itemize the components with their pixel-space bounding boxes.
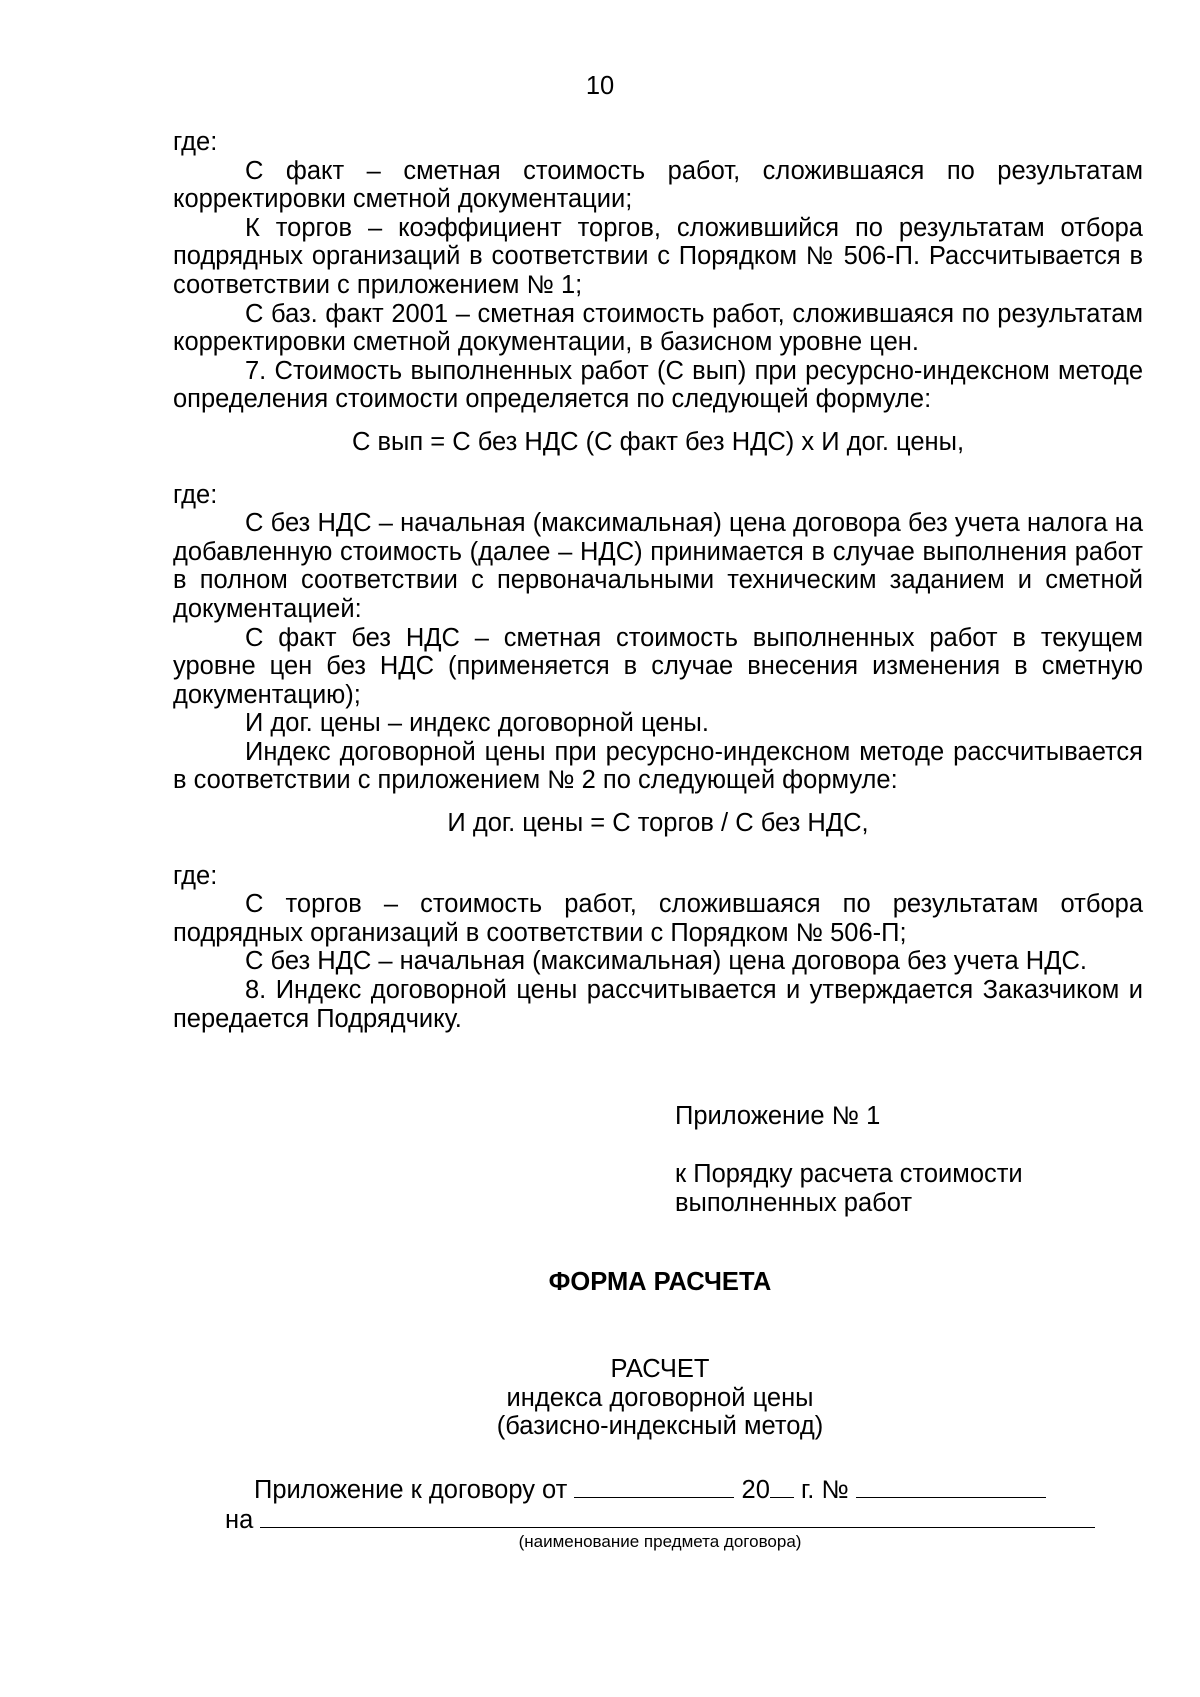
- calc-subtitle: индекса договорной цены: [506, 1383, 814, 1412]
- definition-c-bez-nds-2: С без НДС – начальная (максимальная) цена договора без учета НДС.: [245, 947, 1087, 976]
- contract-number-field[interactable]: [856, 1473, 1046, 1498]
- calculation-heading: [0, 1355, 1200, 1441]
- appendix-line: к Порядку расчета стоимости: [675, 1160, 1023, 1188]
- contract-prefix: Приложение к договору от: [254, 1476, 568, 1504]
- contract-line: [254, 1473, 1046, 1505]
- formula-i-dog: И дог. цены = С торгов / С без НДС,: [447, 809, 869, 838]
- contract-subject-field[interactable]: [260, 1503, 1095, 1528]
- number-label: г. №: [801, 1476, 849, 1504]
- appendix-reference: [675, 1160, 1155, 1217]
- definition-c-fact-bez-nds: С факт без НДС – сметная стоимость выполненных работ в текущем уровне цен без НДС (применяется в случае внесения изменения в сметную документацию);: [173, 623, 1143, 709]
- form-title: ФОРМА РАСЧЕТА: [548, 1268, 772, 1296]
- definition-i-dog: И дог. цены – индекс договорной цены.: [245, 709, 709, 738]
- year-prefix: 20: [741, 1476, 770, 1504]
- calc-method: (базисно-индексный метод): [496, 1412, 824, 1441]
- where-label: где:: [173, 480, 218, 509]
- clause-8: 8. Индекс договорной цены рассчитывается и утверждается Заказчиком и передается Подрядчику.: [173, 976, 1143, 1033]
- na-label: на: [225, 1506, 254, 1534]
- year-field[interactable]: [770, 1473, 794, 1498]
- where-label: где:: [173, 861, 218, 890]
- calc-title: РАСЧЕТ: [610, 1355, 710, 1383]
- definition-c-torgov: С торгов – стоимость работ, сложившаяся по результатам отбора подрядных организаций в соответствии с Порядком № 506-П;: [173, 890, 1143, 947]
- formula-c-vyp: С вып = С без НДС (С факт без НДС) х И дог. цены,: [351, 427, 965, 456]
- document-body: [173, 128, 1143, 1033]
- definition-c-baz-fact: С баз. факт 2001 – сметная стоимость работ, сложившаяся по результатам корректировки сметной документации, в базисном уровне цен.: [173, 299, 1143, 357]
- appendix-line: выполненных работ: [675, 1188, 913, 1217]
- page-number: 10: [585, 72, 615, 100]
- definition-k-torgov: К торгов – коэффициент торгов, сложившийся по результатам отбора подрядных организаций в соответствии с Порядком № 506-П. Рассчитывается в соответствии с приложением № 1;: [173, 213, 1143, 299]
- definition-c-fact: С факт – сметная стоимость работ, сложившаяся по результатам корректировки сметной документации;: [173, 156, 1143, 214]
- definition-c-bez-nds: С без НДС – начальная (максимальная) цена договора без учета налога на добавленную стоимость (далее – НДС) принимается в случае выполнения работ в полном соответствии с первоначальными техническим заданием и сметной документацией:: [173, 509, 1143, 623]
- subject-line: [225, 1503, 1095, 1535]
- appendix-title: Приложение № 1: [675, 1102, 881, 1130]
- subject-caption: (наименование предмета договора): [518, 1532, 802, 1551]
- contract-date-field[interactable]: [574, 1473, 734, 1498]
- clause-7: 7. Стоимость выполненных работ (С вып) при ресурсно-индексном методе определения стоимости определяется по следующей формуле:: [173, 356, 1143, 414]
- index-paragraph: Индекс договорной цены при ресурсно-индексном методе рассчитывается в соответствии с приложением № 2 по следующей формуле:: [173, 737, 1143, 795]
- where-label: где:: [173, 128, 218, 156]
